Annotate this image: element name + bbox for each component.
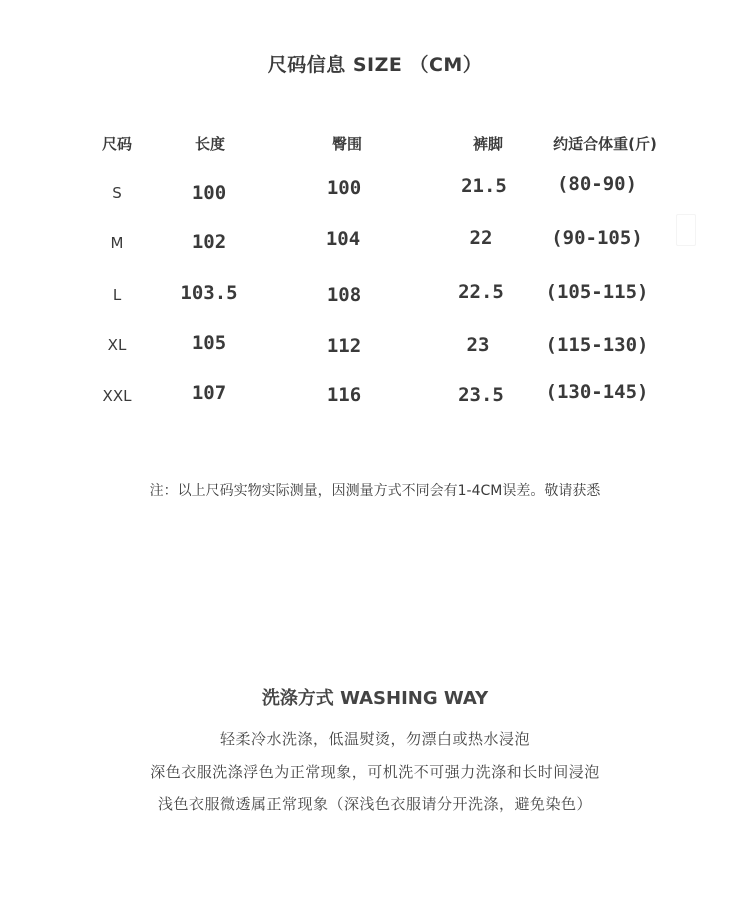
washing-line-1: 轻柔冷水洗涤，低温熨烫，勿漂白或热水浸泡 <box>219 730 530 748</box>
watermark-mark <box>676 214 696 246</box>
row-xl-hip: 112 <box>326 335 362 357</box>
header-length: 长度 <box>194 135 226 153</box>
header-size: 尺码 <box>101 135 133 153</box>
washing-title: 洗涤方式 WASHING WAY <box>261 688 489 709</box>
measurement-note: 注：以上尺码实物实际测量，因测量方式不同会有1-4CM误差。敬请获悉 <box>149 483 601 499</box>
row-xxl-hip: 116 <box>326 384 362 406</box>
row-s-size: S <box>112 184 122 202</box>
row-s-hem: 21.5 <box>461 175 507 197</box>
row-xl-weight: (115-130) <box>545 334 649 356</box>
header-hip: 臀围 <box>331 135 363 153</box>
row-xxl-length: 107 <box>191 382 227 404</box>
row-l-hip: 108 <box>326 284 362 306</box>
row-m-size: M <box>110 234 124 252</box>
header-weight: 约适合体重(斤) <box>553 135 657 153</box>
row-m-weight: (90-105) <box>551 227 643 249</box>
size-info-title: 尺码信息 SIZE （CM） <box>267 54 483 76</box>
washing-line-2: 深色衣服洗涤浮色为正常现象，可机洗不可强力洗涤和长时间浸泡 <box>150 763 600 781</box>
row-l-size: L <box>112 286 122 304</box>
row-xxl-size: XXL <box>102 387 132 405</box>
row-s-length: 100 <box>191 182 227 204</box>
header-hem: 裤脚 <box>472 135 504 153</box>
row-s-weight: (80-90) <box>556 173 638 195</box>
row-m-length: 102 <box>191 231 227 253</box>
row-l-length: 103.5 <box>180 282 238 304</box>
row-xxl-hem: 23.5 <box>458 384 504 406</box>
row-xl-size: XL <box>107 336 127 354</box>
row-xl-hem: 23 <box>466 334 490 356</box>
washing-line-3: 浅色衣服微透属正常现象（深浅色衣服请分开洗涤，避免染色） <box>157 795 592 813</box>
row-m-hip: 104 <box>325 228 361 250</box>
row-l-weight: (105-115) <box>545 281 649 303</box>
row-m-hem: 22 <box>469 227 493 249</box>
row-xl-length: 105 <box>191 332 227 354</box>
row-s-hip: 100 <box>326 177 362 199</box>
row-xxl-weight: (130-145) <box>545 381 649 403</box>
size-table <box>0 0 750 430</box>
row-l-hem: 22.5 <box>458 281 504 303</box>
